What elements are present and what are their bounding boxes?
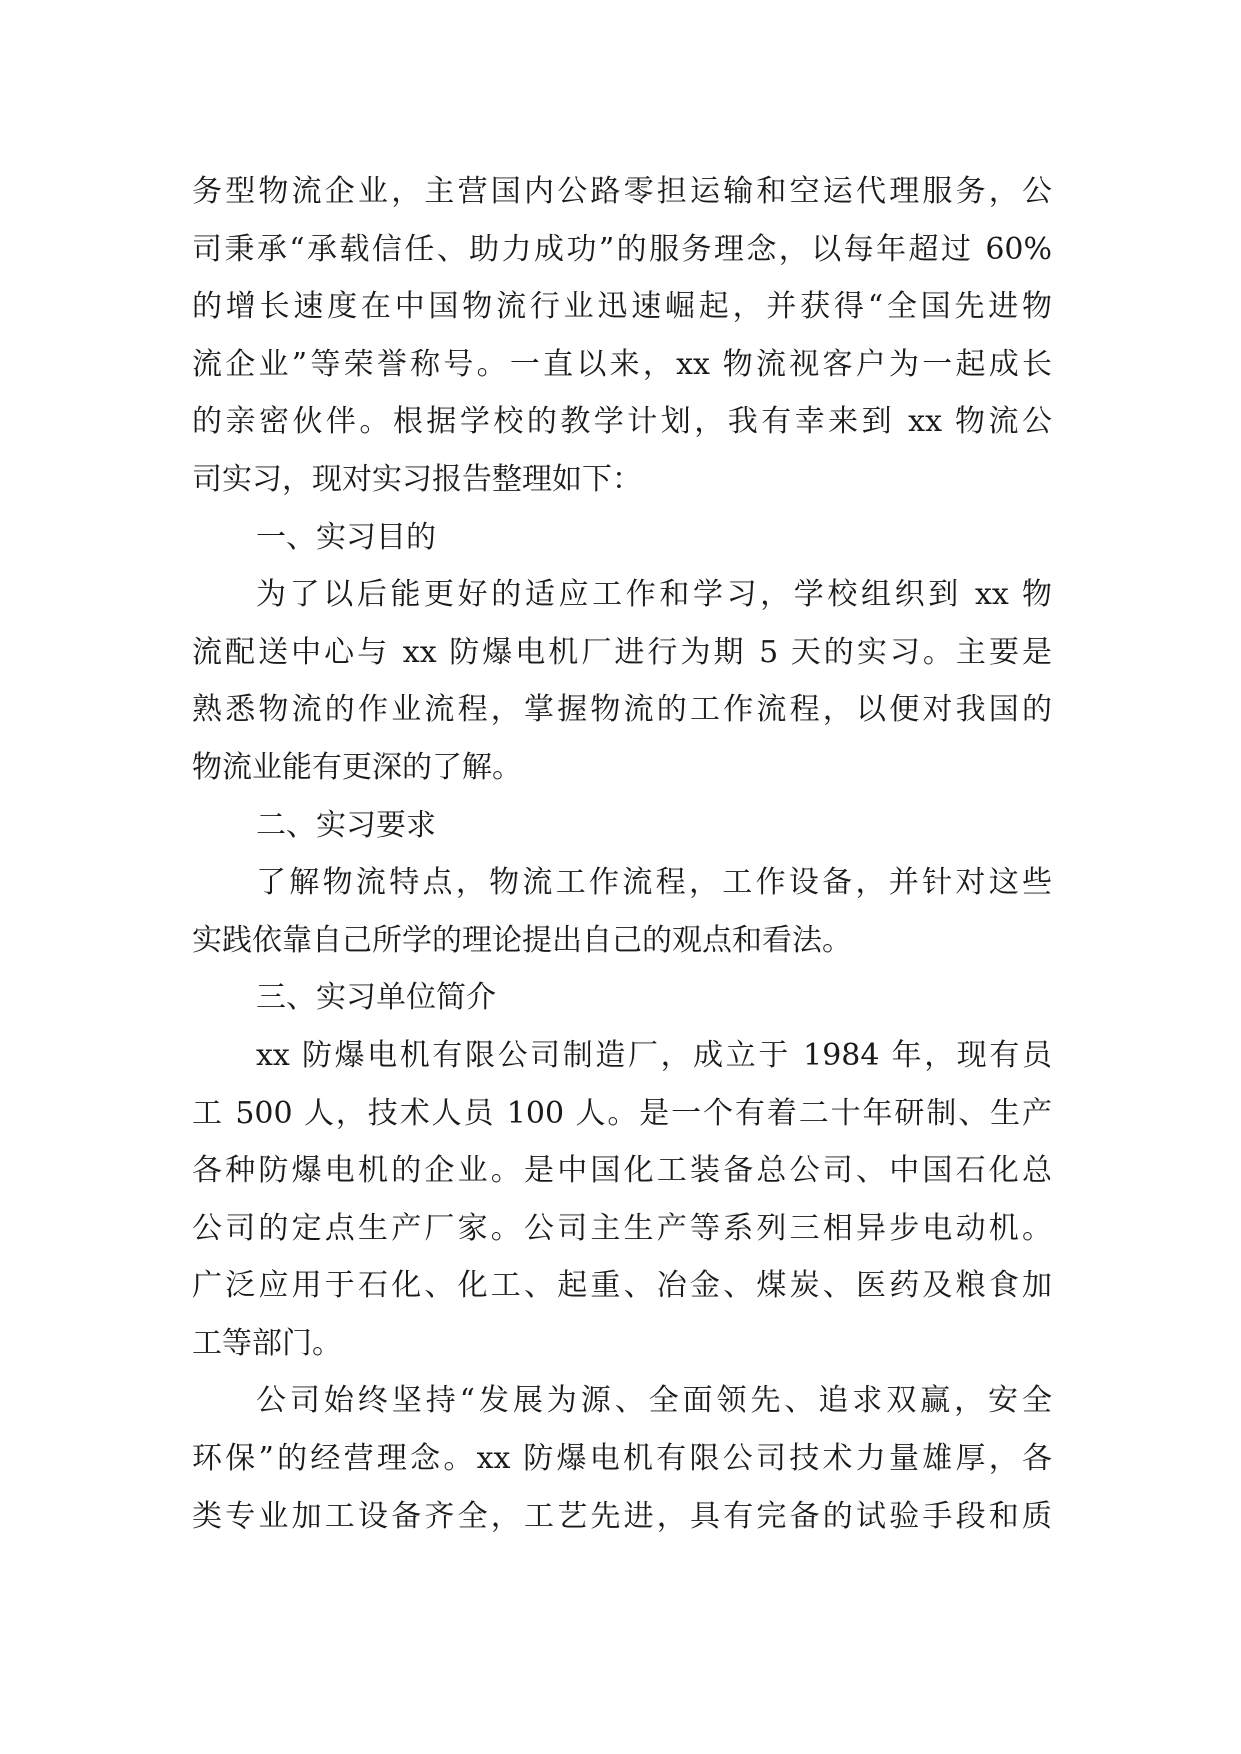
section-heading: 一、实习目的 <box>256 519 436 555</box>
text-line: 各种防爆电机的企业。是中国化工装备总公司、中国石化总 <box>192 1153 1052 1189</box>
text-line: 工 500 人，技术人员 100 人。是一个有着二十年研制、生产 <box>192 1095 1052 1131</box>
text-line: 务型物流企业，主营国内公路零担运输和空运代理服务，公 <box>192 174 1052 209</box>
text-line: 流企业”等荣誉称号。一直以来，xx 物流视客户为一起成长 <box>192 346 1052 382</box>
text-line: 了解物流特点，物流工作流程，工作设备，并针对这些 <box>256 865 1052 901</box>
text-line: 广泛应用于石化、化工、起重、冶金、煤炭、医药及粮食加 <box>192 1268 1052 1304</box>
text-line: 的亲密伙伴。根据学校的教学计划，我有幸来到 xx 物流公 <box>192 404 1052 440</box>
text-line: 实践依靠自己所学的理论提出自己的观点和看法。 <box>192 922 852 958</box>
text-line: 司秉承“承载信任、助力成功”的服务理念，以每年超过 60% <box>192 231 1052 267</box>
document-body <box>192 163 1052 1545</box>
text-line: 熟悉物流的作业流程，掌握物流的工作流程，以便对我国的 <box>192 692 1052 728</box>
text-line: 的增长速度在中国物流行业迅速崛起，并获得“全国先进物 <box>192 289 1052 325</box>
text-line: 流配送中心与 xx 防爆电机厂进行为期 5 天的实习。主要是 <box>192 634 1052 670</box>
text-line: 类专业加工设备齐全，工艺先进，具有完备的试验手段和质 <box>192 1498 1052 1534</box>
section-heading: 二、实习要求 <box>256 807 436 843</box>
text-line: 司实习，现对实习报告整理如下： <box>192 461 642 497</box>
text-line: 为了以后能更好的适应工作和学习，学校组织到 xx 物 <box>256 577 1052 613</box>
text-line: 公司的定点生产厂家。公司主生产等系列三相异步电动机。 <box>192 1210 1052 1246</box>
text-line: 环保”的经营理念。xx 防爆电机有限公司技术力量雄厚，各 <box>192 1441 1052 1477</box>
section-heading: 三、实习单位简介 <box>256 980 496 1016</box>
text-line: 物流业能有更深的了解。 <box>192 749 522 785</box>
text-line: xx 防爆电机有限公司制造厂，成立于 1984 年，现有员 <box>256 1037 1052 1073</box>
text-line: 公司始终坚持“发展为源、全面领先、追求双赢，安全 <box>256 1383 1052 1419</box>
text-line: 工等部门。 <box>192 1325 342 1361</box>
